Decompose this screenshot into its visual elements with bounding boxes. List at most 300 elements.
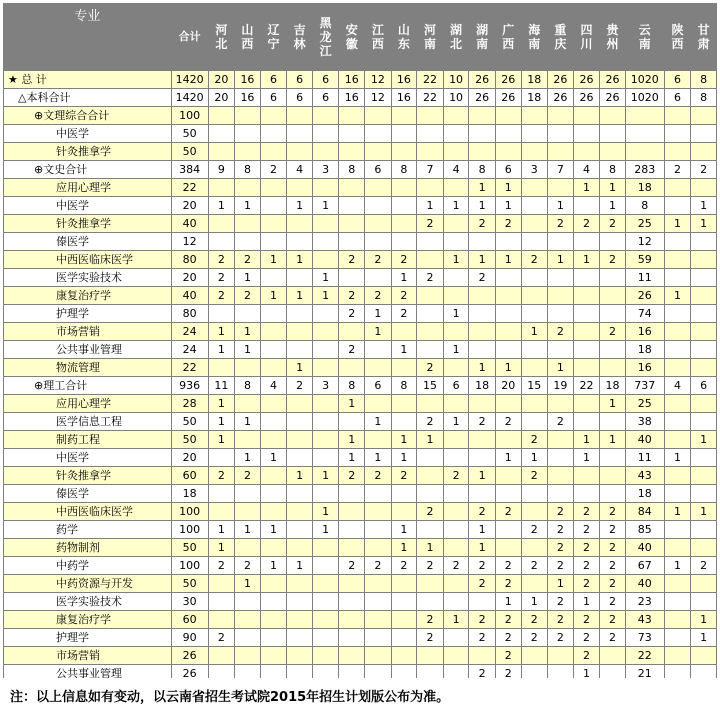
row-province-value: 737	[625, 377, 664, 395]
row-province-value	[443, 665, 469, 679]
row-province-value	[495, 305, 521, 323]
row-province-value: 1	[235, 323, 261, 341]
row-province-value	[235, 593, 261, 611]
row-province-value	[664, 611, 691, 629]
row-province-value	[260, 233, 287, 251]
header-province: 安 徽	[339, 4, 365, 71]
row-total: 30	[171, 593, 208, 611]
row-province-value	[495, 107, 521, 125]
table-row	[4, 647, 717, 665]
row-total: 26	[171, 665, 208, 679]
row-province-value: 1	[691, 629, 717, 647]
row-province-value: 2	[339, 557, 365, 575]
row-province-value: 1	[691, 215, 717, 233]
row-province-value	[417, 647, 444, 665]
row-province-value	[365, 521, 392, 539]
row-province-value: 2	[469, 413, 496, 431]
row-major-name: 医学信息工程	[4, 413, 172, 431]
row-major-name: 应用心理学	[4, 395, 172, 413]
row-major-name: 制药工程	[4, 431, 172, 449]
row-province-value	[443, 593, 469, 611]
row-province-value	[339, 539, 365, 557]
row-total: 22	[171, 179, 208, 197]
row-province-value: 1	[208, 521, 235, 539]
table-row	[4, 107, 717, 125]
row-province-value: 1	[573, 665, 600, 679]
row-total: 50	[171, 125, 208, 143]
row-total: 24	[171, 341, 208, 359]
row-major-name: 针灸推拿学	[4, 143, 172, 161]
row-province-value	[548, 467, 574, 485]
table-row	[4, 269, 717, 287]
row-province-value	[287, 503, 313, 521]
row-province-value: 1	[664, 215, 691, 233]
table-row	[4, 179, 717, 197]
row-major-name: 物流管理	[4, 359, 172, 377]
row-province-value	[443, 521, 469, 539]
table-row	[4, 71, 717, 89]
row-province-value: 1	[548, 197, 574, 215]
row-province-value	[691, 413, 717, 431]
row-province-value: 1	[208, 539, 235, 557]
row-province-value: 1	[208, 341, 235, 359]
row-province-value	[391, 665, 417, 679]
row-province-value	[312, 107, 339, 125]
row-province-value	[664, 179, 691, 197]
row-province-value: 2	[208, 467, 235, 485]
row-province-value: 3	[521, 161, 548, 179]
row-province-value	[443, 269, 469, 287]
row-province-value	[443, 395, 469, 413]
row-province-value: 1	[235, 413, 261, 431]
row-major-name: ⊕理工合计	[4, 377, 172, 395]
row-province-value: 2	[417, 269, 444, 287]
row-province-value	[469, 143, 496, 161]
row-province-value	[600, 269, 626, 287]
row-province-value: 2	[573, 503, 600, 521]
row-province-value: 1	[443, 413, 469, 431]
row-province-value	[573, 467, 600, 485]
table-row	[4, 287, 717, 305]
row-province-value	[600, 233, 626, 251]
row-province-value: 2	[469, 215, 496, 233]
row-province-value: 2	[548, 521, 574, 539]
row-province-value	[365, 485, 392, 503]
row-province-value: 2	[600, 611, 626, 629]
row-province-value: 1	[600, 197, 626, 215]
row-province-value	[573, 233, 600, 251]
row-province-value	[260, 323, 287, 341]
row-major-name: 傣医学	[4, 485, 172, 503]
row-province-value	[287, 485, 313, 503]
row-province-value	[339, 629, 365, 647]
row-province-value	[260, 359, 287, 377]
row-province-value: 1	[443, 305, 469, 323]
row-province-value: 2	[417, 359, 444, 377]
row-province-value	[443, 233, 469, 251]
row-province-value	[260, 647, 287, 665]
row-province-value: 2	[469, 503, 496, 521]
row-province-value	[469, 323, 496, 341]
row-total: 20	[171, 449, 208, 467]
row-province-value: 2	[339, 341, 365, 359]
row-province-value: 2	[417, 611, 444, 629]
row-province-value: 1	[391, 431, 417, 449]
row-province-value: 43	[625, 611, 664, 629]
row-province-value: 2	[339, 251, 365, 269]
row-province-value	[443, 143, 469, 161]
row-province-value	[664, 359, 691, 377]
row-province-value	[469, 233, 496, 251]
row-province-value: 11	[625, 269, 664, 287]
row-province-value	[521, 179, 548, 197]
header-province: 黑 龙 江	[312, 4, 339, 71]
header-province: 湖 北	[443, 4, 469, 71]
row-province-value	[339, 413, 365, 431]
row-province-value	[548, 125, 574, 143]
row-total: 936	[171, 377, 208, 395]
row-province-value	[600, 449, 626, 467]
row-province-value: 1	[260, 251, 287, 269]
row-province-value	[365, 575, 392, 593]
row-province-value: 1	[391, 341, 417, 359]
row-major-name: 康复治疗学	[4, 287, 172, 305]
row-province-value: 9	[208, 161, 235, 179]
row-province-value: 1	[260, 557, 287, 575]
row-province-value	[469, 431, 496, 449]
row-province-value: 73	[625, 629, 664, 647]
row-total: 50	[171, 143, 208, 161]
row-province-value: 8	[691, 71, 717, 89]
row-major-name: 中西医临床医学	[4, 503, 172, 521]
row-province-value	[260, 503, 287, 521]
row-province-value	[260, 611, 287, 629]
row-province-value: 2	[573, 215, 600, 233]
row-province-value: 1	[312, 287, 339, 305]
row-province-value	[391, 107, 417, 125]
row-province-value	[664, 197, 691, 215]
row-province-value: 2	[573, 521, 600, 539]
row-province-value	[495, 287, 521, 305]
row-province-value	[443, 287, 469, 305]
row-province-value: 1	[365, 449, 392, 467]
row-province-value: 1	[235, 197, 261, 215]
row-province-value	[548, 431, 574, 449]
plan-table-container	[3, 3, 717, 678]
row-province-value: 1	[691, 611, 717, 629]
row-province-value: 2	[469, 575, 496, 593]
row-province-value: 1	[235, 341, 261, 359]
row-province-value	[548, 449, 574, 467]
row-province-value	[391, 593, 417, 611]
row-province-value	[664, 233, 691, 251]
row-major-name: 药学	[4, 521, 172, 539]
row-province-value: 1020	[625, 89, 664, 107]
row-province-value	[365, 269, 392, 287]
row-province-value	[469, 647, 496, 665]
row-province-value: 43	[625, 467, 664, 485]
row-province-value	[664, 539, 691, 557]
row-province-value: 1	[469, 197, 496, 215]
row-province-value	[365, 359, 392, 377]
row-province-value: 2	[573, 611, 600, 629]
row-province-value	[443, 323, 469, 341]
row-province-value: 2	[495, 413, 521, 431]
row-province-value	[600, 143, 626, 161]
row-province-value	[664, 323, 691, 341]
row-province-value: 1	[391, 269, 417, 287]
table-row	[4, 125, 717, 143]
row-province-value: 2	[235, 557, 261, 575]
row-province-value	[391, 485, 417, 503]
row-province-value	[495, 323, 521, 341]
row-province-value	[664, 521, 691, 539]
row-province-value: 6	[287, 71, 313, 89]
row-province-value	[417, 449, 444, 467]
row-province-value	[443, 215, 469, 233]
row-province-value	[573, 269, 600, 287]
row-province-value: 10	[443, 89, 469, 107]
row-province-value	[664, 665, 691, 679]
row-province-value: 15	[521, 377, 548, 395]
row-province-value	[664, 125, 691, 143]
row-province-value	[417, 521, 444, 539]
row-province-value	[548, 485, 574, 503]
row-province-value: 4	[664, 377, 691, 395]
row-province-value	[691, 143, 717, 161]
row-province-value	[495, 521, 521, 539]
row-province-value: 1	[287, 251, 313, 269]
row-province-value: 1	[600, 395, 626, 413]
row-province-value: 1	[312, 197, 339, 215]
row-major-name: 应用心理学	[4, 179, 172, 197]
table-row	[4, 611, 717, 629]
row-province-value	[573, 305, 600, 323]
row-province-value	[391, 323, 417, 341]
row-province-value	[235, 431, 261, 449]
row-province-value	[691, 521, 717, 539]
row-province-value: 2	[443, 557, 469, 575]
row-province-value	[365, 215, 392, 233]
table-row	[4, 215, 717, 233]
row-province-value	[312, 449, 339, 467]
row-province-value	[521, 305, 548, 323]
row-province-value	[521, 413, 548, 431]
table-body	[4, 71, 717, 679]
row-province-value	[691, 647, 717, 665]
row-province-value	[664, 593, 691, 611]
row-province-value	[548, 305, 574, 323]
row-province-value: 1	[469, 251, 496, 269]
row-province-value: 1	[664, 503, 691, 521]
row-province-value: 2	[208, 269, 235, 287]
row-province-value: 8	[391, 161, 417, 179]
row-province-value: 1	[469, 359, 496, 377]
row-province-value	[664, 413, 691, 431]
row-province-value	[339, 521, 365, 539]
row-province-value: 2	[339, 305, 365, 323]
row-province-value: 2	[495, 557, 521, 575]
row-province-value	[287, 413, 313, 431]
row-province-value: 8	[235, 377, 261, 395]
row-province-value	[365, 143, 392, 161]
row-province-value: 4	[287, 161, 313, 179]
row-province-value	[235, 665, 261, 679]
row-province-value: 26	[573, 71, 600, 89]
row-total: 40	[171, 287, 208, 305]
header-province: 江 西	[365, 4, 392, 71]
table-row	[4, 377, 717, 395]
row-province-value	[208, 665, 235, 679]
row-province-value	[443, 449, 469, 467]
row-province-value: 23	[625, 593, 664, 611]
row-province-value: 12	[625, 233, 664, 251]
row-province-value	[365, 665, 392, 679]
row-province-value	[391, 125, 417, 143]
row-province-value: 1	[208, 395, 235, 413]
row-province-value: 2	[521, 521, 548, 539]
row-province-value	[391, 575, 417, 593]
row-total: 20	[171, 197, 208, 215]
row-province-value	[391, 143, 417, 161]
row-province-value	[521, 575, 548, 593]
row-province-value: 74	[625, 305, 664, 323]
row-province-value: 1	[548, 359, 574, 377]
row-province-value: 20	[495, 377, 521, 395]
row-province-value: 1	[365, 305, 392, 323]
row-province-value: 1	[417, 539, 444, 557]
row-province-value	[365, 233, 392, 251]
row-province-value: 1	[495, 197, 521, 215]
row-major-name: 护理学	[4, 305, 172, 323]
row-province-value	[691, 395, 717, 413]
row-province-value	[312, 395, 339, 413]
row-province-value	[208, 503, 235, 521]
row-province-value: 8	[691, 89, 717, 107]
row-province-value: 2	[495, 629, 521, 647]
row-province-value	[339, 269, 365, 287]
row-province-value	[208, 107, 235, 125]
table-row	[4, 575, 717, 593]
row-province-value	[600, 107, 626, 125]
row-province-value: 2	[235, 251, 261, 269]
row-province-value	[469, 485, 496, 503]
row-province-value	[495, 341, 521, 359]
row-major-name: 市场营销	[4, 647, 172, 665]
row-province-value	[691, 485, 717, 503]
row-province-value: 2	[469, 665, 496, 679]
row-province-value	[495, 467, 521, 485]
row-province-value: 2	[417, 413, 444, 431]
row-province-value: 2	[600, 521, 626, 539]
row-province-value	[691, 539, 717, 557]
row-province-value: 2	[691, 557, 717, 575]
row-province-value: 22	[417, 71, 444, 89]
table-row	[4, 359, 717, 377]
row-province-value: 2	[339, 287, 365, 305]
row-province-value	[600, 287, 626, 305]
row-province-value: 1	[260, 449, 287, 467]
row-total: 80	[171, 251, 208, 269]
row-province-value: 2	[260, 161, 287, 179]
row-province-value	[260, 485, 287, 503]
row-province-value	[260, 665, 287, 679]
row-province-value: 40	[625, 575, 664, 593]
row-province-value	[287, 395, 313, 413]
row-province-value: 1	[260, 287, 287, 305]
row-province-value	[235, 503, 261, 521]
row-province-value	[391, 629, 417, 647]
row-province-value: 18	[469, 377, 496, 395]
row-province-value	[365, 539, 392, 557]
row-province-value: 20	[208, 71, 235, 89]
row-province-value	[417, 287, 444, 305]
row-total: 50	[171, 575, 208, 593]
row-province-value	[600, 647, 626, 665]
row-province-value	[573, 107, 600, 125]
row-province-value	[691, 305, 717, 323]
row-province-value: 1	[664, 287, 691, 305]
row-province-value: 16	[625, 359, 664, 377]
row-province-value: 2	[443, 467, 469, 485]
row-province-value	[260, 413, 287, 431]
row-province-value	[287, 341, 313, 359]
row-province-value: 1	[235, 575, 261, 593]
row-province-value	[691, 233, 717, 251]
row-province-value: 22	[625, 647, 664, 665]
row-province-value	[664, 467, 691, 485]
row-province-value	[443, 647, 469, 665]
row-province-value	[287, 521, 313, 539]
row-province-value: 2	[548, 557, 574, 575]
row-province-value: 1	[235, 521, 261, 539]
row-province-value	[312, 341, 339, 359]
row-province-value	[287, 629, 313, 647]
row-province-value	[443, 179, 469, 197]
row-province-value	[287, 575, 313, 593]
row-province-value	[260, 269, 287, 287]
row-province-value: 2	[495, 611, 521, 629]
header-province: 湖 南	[469, 4, 496, 71]
row-total: 60	[171, 611, 208, 629]
row-province-value: 8	[339, 377, 365, 395]
header-province: 吉 林	[287, 4, 313, 71]
header-province: 河 南	[417, 4, 444, 71]
row-province-value: 2	[391, 251, 417, 269]
row-province-value	[443, 359, 469, 377]
row-province-value	[208, 647, 235, 665]
row-province-value	[573, 323, 600, 341]
row-major-name: 中药资源与开发	[4, 575, 172, 593]
row-province-value: 6	[443, 377, 469, 395]
row-province-value	[339, 215, 365, 233]
row-total: 40	[171, 215, 208, 233]
row-province-value: 2	[391, 287, 417, 305]
table-row	[4, 485, 717, 503]
row-province-value	[469, 395, 496, 413]
row-province-value: 2	[548, 413, 574, 431]
row-province-value	[339, 485, 365, 503]
row-province-value	[625, 143, 664, 161]
row-province-value	[235, 215, 261, 233]
row-province-value	[365, 431, 392, 449]
table-row	[4, 197, 717, 215]
row-province-value	[600, 359, 626, 377]
row-province-value: 11	[208, 377, 235, 395]
row-province-value: 2	[600, 251, 626, 269]
table-row	[4, 539, 717, 557]
row-province-value	[600, 467, 626, 485]
